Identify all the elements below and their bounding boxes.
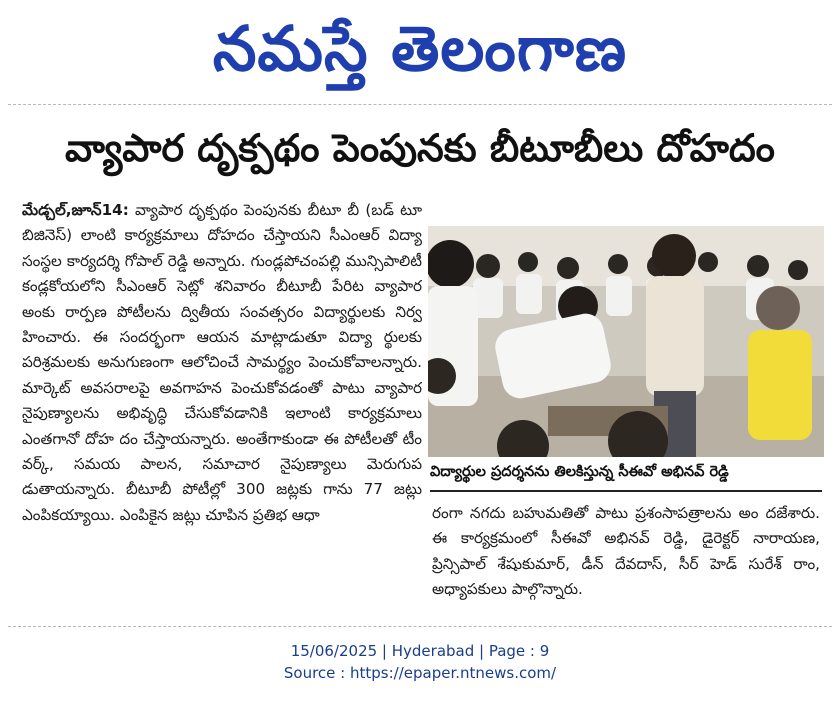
article-photo [428,226,824,457]
footer-date-city-page: 15/06/2025 | Hyderabad | Page : 9 [290,642,550,660]
page-footer [0,640,840,684]
newspaper-logo-title: నమస్తే తెలంగాణ [212,12,628,85]
bottom-divider [8,626,832,627]
article-body-right-column: రంగా నగదు బహుమతితో పాటు ప్రశంసాపత్రాలను అం దజేశారు. ఈ కార్యక్రమంలో సీఈవో అభినవ్ రెడ్డి, డైరెక్టర్ నారాయణ, ప్రిన్సిపాల్ శేషుకుమార్, డీన్ దేవదాస్, సీర్ హెడ్ సురేశ్ రాం, అధ్యాపకులు పాల్గొన్నారు. [432,504,820,599]
article-body-left-column [22,198,422,626]
article-headline: వ్యాపార దృక్పథం పెంపునకు బీటూబీలు దోహదం [65,126,775,170]
article-body-left-text: వ్యాపార దృక్పథం పెంపునకు బీటూ బీ (బడ్ టూ బిజినెస్) లాంటి కార్యక్రమాలు దోహదం చేస్తాయని సీఎంఆర్ విద్యా సంస్థల కార్యదర్శి గోపాల్ రెడ్డి అన్నారు. గుండ్లపోచంపల్లి మున్సిపాలిటీ కండ్లకోయలోని సీఎంఆర్ సెట్లో శనివారం బీటూబీ పేరిట వ్యాపార అంకు రార్పణ పోటీలను ద్వితీయ సంవత్సరం విద్యార్థులకు నిర్వ హించారు. ఈ సందర్భంగా ఆయన మాట్లాడుతూ విద్యా ర్థులకు పరిశ్రమలకు అనుగుణంగా ఆలోచించే సామర్థ్యం పెంచుకోవాలన్నారు. మార్కెట్ అవసరాలపై అవగాహన పెంచుకోవడంతో పాటు వ్యాపార నైపుణ్యాలను అభివృద్ధి చేసుకోవడానికి ఇలాంటి కార్యక్రమాలు ఎంతగానో దోహ దం చేస్తాయన్నారు. అంతేగాకుండా ఈ పోటీలతో టీం వర్క్, సమయ పాలన, సమాచార నైపుణ్యాలు మెరుగుప డుతాయన్నారు. బీటూబీ పోటీల్లో 300 జట్లకు గాను 77 జట్లు ఎంపికయ్యాయి. ఎంపికైన జట్లు చూపిన ప్రతిభ ఆధా [22,201,422,524]
article-dateline: మేడ్చల్,జూన్14: [22,201,129,219]
masthead [0,0,840,98]
photo-caption: విద్యార్థుల ప్రదర్శనను తిలకిస్తున్న సీఈవో అభినవ్ రెడ్డి [430,458,822,492]
footer-source-link[interactable]: Source : https://epaper.ntnews.com/ [283,664,557,682]
top-divider [8,104,832,105]
